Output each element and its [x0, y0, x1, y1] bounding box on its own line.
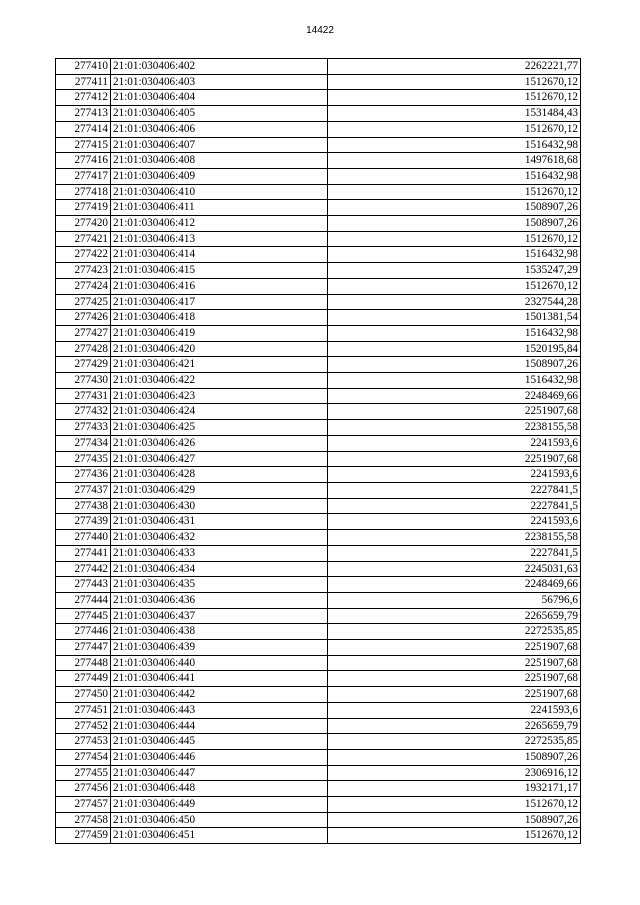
cadastral-value-cell: 1535247,29	[328, 263, 581, 279]
cadastral-number-cell: 21:01:030406:420	[111, 341, 328, 357]
cadastral-number-cell: 21:01:030406:434	[111, 561, 328, 577]
cadastral-value-cell: 2248469,66	[328, 388, 581, 404]
row-number-cell: 277425	[56, 294, 111, 310]
row-number-cell: 277447	[56, 640, 111, 656]
row-number-cell: 277419	[56, 200, 111, 216]
table-row	[56, 59, 581, 75]
cadastral-value-cell: 2227841,5	[328, 545, 581, 561]
table-row	[56, 655, 581, 671]
table-row	[56, 435, 581, 451]
cadastral-number-cell: 21:01:030406:438	[111, 624, 328, 640]
table-row	[56, 828, 581, 844]
row-number-cell: 277437	[56, 482, 111, 498]
row-number-cell: 277415	[56, 137, 111, 153]
cadastral-number-cell: 21:01:030406:408	[111, 153, 328, 169]
cadastral-number-cell: 21:01:030406:411	[111, 200, 328, 216]
cadastral-value-cell: 1531484,43	[328, 106, 581, 122]
row-number-cell: 277445	[56, 608, 111, 624]
table-row	[56, 545, 581, 561]
cadastral-number-cell: 21:01:030406:447	[111, 765, 328, 781]
cadastral-value-cell: 1508907,26	[328, 200, 581, 216]
cadastral-number-cell: 21:01:030406:427	[111, 451, 328, 467]
row-number-cell: 277455	[56, 765, 111, 781]
table-row	[56, 263, 581, 279]
cadastral-number-cell: 21:01:030406:402	[111, 59, 328, 75]
cadastral-value-cell: 2306916,12	[328, 765, 581, 781]
cadastral-value-cell: 2265659,79	[328, 718, 581, 734]
cadastral-value-cell: 2241593,6	[328, 435, 581, 451]
row-number-cell: 277427	[56, 325, 111, 341]
cadastral-value-cell: 1512670,12	[328, 184, 581, 200]
table-row	[56, 734, 581, 750]
row-number-cell: 277444	[56, 592, 111, 608]
cadastral-value-cell: 2272535,85	[328, 734, 581, 750]
row-number-cell: 277449	[56, 671, 111, 687]
row-number-cell: 277438	[56, 498, 111, 514]
cadastral-number-cell: 21:01:030406:449	[111, 797, 328, 813]
table-row	[56, 482, 581, 498]
table-row	[56, 121, 581, 137]
table-row	[56, 420, 581, 436]
table-row	[56, 106, 581, 122]
table-row	[56, 404, 581, 420]
row-number-cell: 277431	[56, 388, 111, 404]
cadastral-value-cell: 2251907,68	[328, 451, 581, 467]
cadastral-number-cell: 21:01:030406:426	[111, 435, 328, 451]
cadastral-number-cell: 21:01:030406:422	[111, 373, 328, 389]
table-row	[56, 216, 581, 232]
table-body	[56, 59, 581, 844]
table-row	[56, 608, 581, 624]
row-number-cell: 277433	[56, 420, 111, 436]
cadastral-value-cell: 2245031,63	[328, 561, 581, 577]
row-number-cell: 277420	[56, 216, 111, 232]
cadastral-value-cell: 2248469,66	[328, 577, 581, 593]
cadastral-number-cell: 21:01:030406:442	[111, 687, 328, 703]
cadastral-value-cell: 2238155,58	[328, 530, 581, 546]
cadastral-number-cell: 21:01:030406:451	[111, 828, 328, 844]
row-number-cell: 277440	[56, 530, 111, 546]
cadastral-number-cell: 21:01:030406:428	[111, 467, 328, 483]
cadastral-number-cell: 21:01:030406:421	[111, 357, 328, 373]
cadastral-value-cell: 2227841,5	[328, 482, 581, 498]
row-number-cell: 277441	[56, 545, 111, 561]
cadastral-number-cell: 21:01:030406:444	[111, 718, 328, 734]
row-number-cell: 277417	[56, 168, 111, 184]
table-row	[56, 702, 581, 718]
table-row	[56, 184, 581, 200]
cadastral-value-cell: 1512670,12	[328, 278, 581, 294]
table-row	[56, 373, 581, 389]
table-row	[56, 231, 581, 247]
cadastral-number-cell: 21:01:030406:410	[111, 184, 328, 200]
cadastral-value-cell: 1501381,54	[328, 310, 581, 326]
cadastral-number-cell: 21:01:030406:450	[111, 812, 328, 828]
row-number-cell: 277411	[56, 74, 111, 90]
cadastral-value-cell: 1932171,17	[328, 781, 581, 797]
table-row	[56, 153, 581, 169]
cadastral-number-cell: 21:01:030406:429	[111, 482, 328, 498]
row-number-cell: 277422	[56, 247, 111, 263]
cadastral-value-cell: 1512670,12	[328, 231, 581, 247]
table-row	[56, 200, 581, 216]
table-row	[56, 749, 581, 765]
row-number-cell: 277430	[56, 373, 111, 389]
row-number-cell: 277443	[56, 577, 111, 593]
row-number-cell: 277459	[56, 828, 111, 844]
table-row	[56, 90, 581, 106]
row-number-cell: 277432	[56, 404, 111, 420]
cadastral-value-cell: 1516432,98	[328, 373, 581, 389]
cadastral-number-cell: 21:01:030406:412	[111, 216, 328, 232]
cadastral-value-cell: 1508907,26	[328, 357, 581, 373]
cadastral-value-cell: 2241593,6	[328, 514, 581, 530]
table-row	[56, 624, 581, 640]
row-number-cell: 277413	[56, 106, 111, 122]
cadastral-number-cell: 21:01:030406:415	[111, 263, 328, 279]
row-number-cell: 277410	[56, 59, 111, 75]
table-row	[56, 137, 581, 153]
row-number-cell: 277456	[56, 781, 111, 797]
table-row	[56, 561, 581, 577]
cadastral-value-cell: 2327544,28	[328, 294, 581, 310]
cadastral-value-cell: 1516432,98	[328, 247, 581, 263]
row-number-cell: 277429	[56, 357, 111, 373]
table-row	[56, 247, 581, 263]
row-number-cell: 277423	[56, 263, 111, 279]
table-row	[56, 168, 581, 184]
row-number-cell: 277457	[56, 797, 111, 813]
table-row	[56, 357, 581, 373]
cadastral-number-cell: 21:01:030406:439	[111, 640, 328, 656]
cadastral-value-cell: 2251907,68	[328, 404, 581, 420]
row-number-cell: 277453	[56, 734, 111, 750]
table-row	[56, 467, 581, 483]
cadastral-number-cell: 21:01:030406:423	[111, 388, 328, 404]
cadastral-number-cell: 21:01:030406:425	[111, 420, 328, 436]
cadastral-number-cell: 21:01:030406:446	[111, 749, 328, 765]
cadastral-number-cell: 21:01:030406:403	[111, 74, 328, 90]
row-number-cell: 277448	[56, 655, 111, 671]
cadastral-number-cell: 21:01:030406:409	[111, 168, 328, 184]
table-row	[56, 341, 581, 357]
table-row	[56, 498, 581, 514]
cadastral-value-cell: 1516432,98	[328, 137, 581, 153]
table-row	[56, 325, 581, 341]
row-number-cell: 277442	[56, 561, 111, 577]
cadastral-number-cell: 21:01:030406:448	[111, 781, 328, 797]
cadastral-number-cell: 21:01:030406:406	[111, 121, 328, 137]
table-row	[56, 671, 581, 687]
table-row	[56, 687, 581, 703]
row-number-cell: 277416	[56, 153, 111, 169]
row-number-cell: 277452	[56, 718, 111, 734]
page-number: 14422	[306, 25, 334, 36]
cadastral-value-cell: 1512670,12	[328, 74, 581, 90]
cadastral-number-cell: 21:01:030406:404	[111, 90, 328, 106]
table-row	[56, 310, 581, 326]
cadastral-number-cell: 21:01:030406:433	[111, 545, 328, 561]
row-number-cell: 277424	[56, 278, 111, 294]
table-row	[56, 577, 581, 593]
cadastral-value-cell: 1516432,98	[328, 168, 581, 184]
cadastral-value-cell: 1512670,12	[328, 828, 581, 844]
row-number-cell: 277451	[56, 702, 111, 718]
table-row	[56, 294, 581, 310]
cadastral-value-table	[55, 58, 581, 844]
table-row	[56, 74, 581, 90]
table-row	[56, 278, 581, 294]
cadastral-number-cell: 21:01:030406:417	[111, 294, 328, 310]
table-row	[56, 530, 581, 546]
table-row	[56, 812, 581, 828]
table-row	[56, 781, 581, 797]
cadastral-value-cell: 1516432,98	[328, 325, 581, 341]
cadastral-number-cell: 21:01:030406:407	[111, 137, 328, 153]
table-row	[56, 451, 581, 467]
cadastral-number-cell: 21:01:030406:424	[111, 404, 328, 420]
cadastral-number-cell: 21:01:030406:437	[111, 608, 328, 624]
table-row	[56, 592, 581, 608]
cadastral-number-cell: 21:01:030406:413	[111, 231, 328, 247]
cadastral-value-cell: 1508907,26	[328, 216, 581, 232]
cadastral-value-cell: 56796,6	[328, 592, 581, 608]
cadastral-number-cell: 21:01:030406:432	[111, 530, 328, 546]
cadastral-value-cell: 2251907,68	[328, 655, 581, 671]
cadastral-number-cell: 21:01:030406:405	[111, 106, 328, 122]
cadastral-number-cell: 21:01:030406:431	[111, 514, 328, 530]
cadastral-value-cell: 2251907,68	[328, 671, 581, 687]
cadastral-number-cell: 21:01:030406:445	[111, 734, 328, 750]
cadastral-value-cell: 1520195,84	[328, 341, 581, 357]
table-row	[56, 514, 581, 530]
cadastral-number-cell: 21:01:030406:430	[111, 498, 328, 514]
cadastral-value-cell: 1512670,12	[328, 797, 581, 813]
cadastral-number-cell: 21:01:030406:440	[111, 655, 328, 671]
cadastral-number-cell: 21:01:030406:436	[111, 592, 328, 608]
cadastral-value-cell: 1512670,12	[328, 90, 581, 106]
cadastral-value-cell: 1508907,26	[328, 812, 581, 828]
cadastral-number-cell: 21:01:030406:419	[111, 325, 328, 341]
row-number-cell: 277418	[56, 184, 111, 200]
row-number-cell: 277450	[56, 687, 111, 703]
row-number-cell: 277435	[56, 451, 111, 467]
cadastral-value-cell: 2262221,77	[328, 59, 581, 75]
table-row	[56, 640, 581, 656]
cadastral-value-cell: 2272535,85	[328, 624, 581, 640]
cadastral-value-cell: 2251907,68	[328, 687, 581, 703]
row-number-cell: 277414	[56, 121, 111, 137]
cadastral-value-cell: 2251907,68	[328, 640, 581, 656]
cadastral-value-cell: 2265659,79	[328, 608, 581, 624]
row-number-cell: 277454	[56, 749, 111, 765]
cadastral-value-cell: 2227841,5	[328, 498, 581, 514]
cadastral-number-cell: 21:01:030406:435	[111, 577, 328, 593]
row-number-cell: 277412	[56, 90, 111, 106]
cadastral-value-cell: 2241593,6	[328, 467, 581, 483]
cadastral-value-cell: 1508907,26	[328, 749, 581, 765]
cadastral-number-cell: 21:01:030406:443	[111, 702, 328, 718]
row-number-cell: 277426	[56, 310, 111, 326]
table-row	[56, 797, 581, 813]
row-number-cell: 277439	[56, 514, 111, 530]
cadastral-number-cell: 21:01:030406:416	[111, 278, 328, 294]
cadastral-value-cell: 1497618,68	[328, 153, 581, 169]
cadastral-value-cell: 1512670,12	[328, 121, 581, 137]
cadastral-number-cell: 21:01:030406:414	[111, 247, 328, 263]
cadastral-value-cell: 2238155,58	[328, 420, 581, 436]
row-number-cell: 277428	[56, 341, 111, 357]
row-number-cell: 277421	[56, 231, 111, 247]
cadastral-number-cell: 21:01:030406:441	[111, 671, 328, 687]
table-row	[56, 718, 581, 734]
cadastral-number-cell: 21:01:030406:418	[111, 310, 328, 326]
row-number-cell: 277458	[56, 812, 111, 828]
table-row	[56, 388, 581, 404]
row-number-cell: 277436	[56, 467, 111, 483]
table-row	[56, 765, 581, 781]
row-number-cell: 277446	[56, 624, 111, 640]
row-number-cell: 277434	[56, 435, 111, 451]
cadastral-value-cell: 2241593,6	[328, 702, 581, 718]
